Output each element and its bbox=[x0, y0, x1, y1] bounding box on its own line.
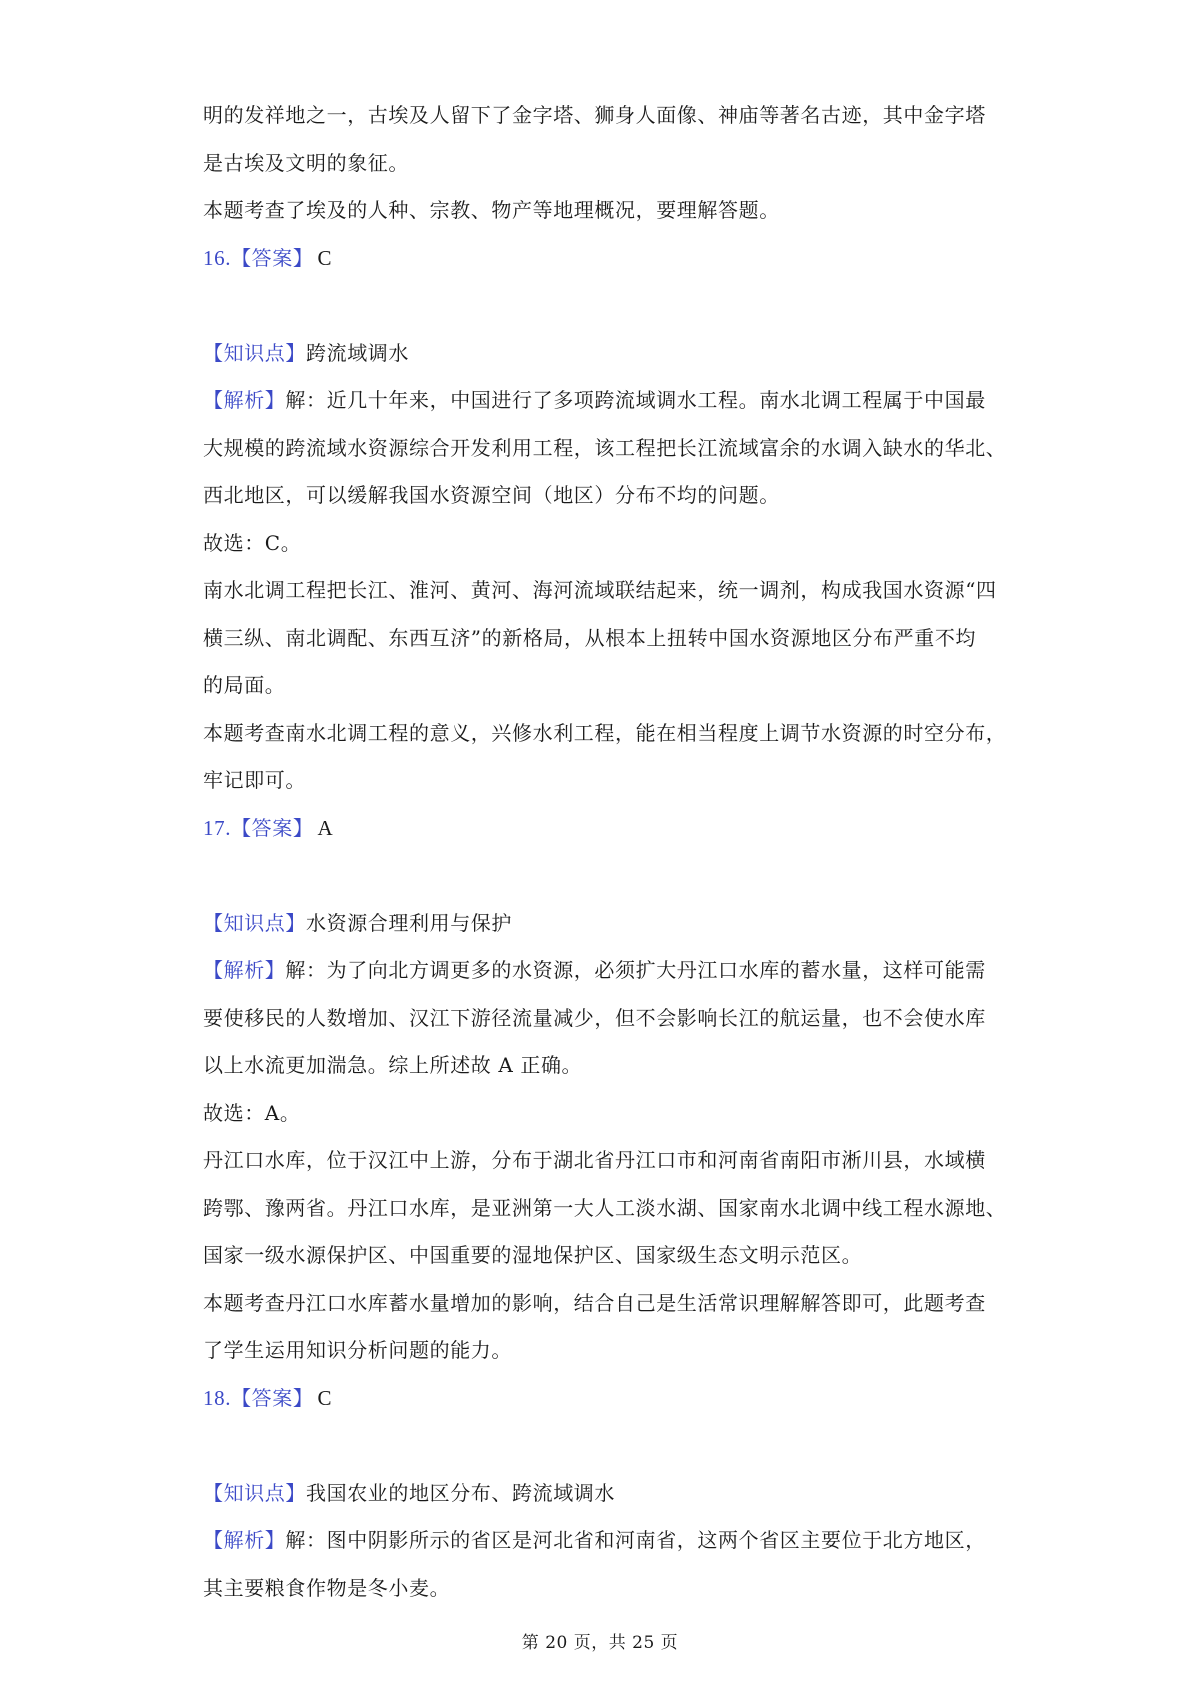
knowledge-point: 水资源合理利用与保护 bbox=[306, 910, 512, 935]
spacer bbox=[203, 282, 1003, 330]
knowledge-line-17 bbox=[203, 900, 1003, 948]
analysis-text: 解：为了向北方调更多的水资源，必须扩大丹江口水库的蓄水量，这样可能需 bbox=[285, 958, 986, 982]
text-line: 大规模的跨流域水资源综合开发利用工程，该工程把长江流域富余的水调入缺水的华北、 bbox=[203, 435, 1007, 460]
spacer bbox=[203, 1422, 1003, 1470]
analysis-tag: 【解析】 bbox=[203, 388, 286, 412]
question-number: 17. bbox=[203, 815, 232, 840]
text-line: 故选：C。 bbox=[203, 530, 302, 555]
page-footer: 第 20 页，共 25 页 bbox=[521, 1633, 679, 1653]
knowledge-tag: 【知识点】 bbox=[203, 910, 306, 935]
text-line: 故选：A。 bbox=[203, 1100, 301, 1125]
answer-line-18 bbox=[203, 1375, 1003, 1423]
text-line: 是古埃及文明的象征。 bbox=[203, 150, 409, 175]
knowledge-point: 跨流域调水 bbox=[306, 340, 409, 365]
analysis-line-16 bbox=[203, 377, 1003, 425]
analysis-tag: 【解析】 bbox=[203, 1528, 286, 1552]
text-line: 本题考查了埃及的人种、宗教、物产等地理概况，要理解答题。 bbox=[203, 198, 780, 222]
text-line: 横三纵、南北调配、东西互济”的新格局，从根本上扭转中国水资源地区分布严重不均 bbox=[203, 625, 977, 650]
knowledge-point: 我国农业的地区分布、跨流域调水 bbox=[306, 1480, 615, 1505]
analysis-line-17 bbox=[203, 947, 1003, 995]
text-line: 牢记即可。 bbox=[203, 768, 306, 792]
text-line: 的局面。 bbox=[203, 673, 286, 697]
answer-value: A bbox=[317, 815, 334, 840]
answer-value: C bbox=[317, 1385, 333, 1410]
analysis-tag: 【解析】 bbox=[203, 958, 286, 982]
spacer bbox=[203, 852, 1003, 900]
text-line: 要使移民的人数增加、汉江下游径流量减少，但不会影响长江的航运量，也不会使水库 bbox=[203, 1005, 986, 1030]
text-line: 跨鄂、豫两省。丹江口水库，是亚洲第一大人工淡水湖、国家南水北调中线工程水源地、 bbox=[203, 1195, 1007, 1220]
knowledge-line-18 bbox=[203, 1470, 1003, 1518]
text-line: 本题考查丹江口水库蓄水量增加的影响，结合自己是生活常识理解解答即可，此题考查 bbox=[203, 1290, 986, 1315]
text-line: 国家一级水源保护区、中国重要的湿地保护区、国家级生态文明示范区。 bbox=[203, 1243, 863, 1267]
analysis-line-18 bbox=[203, 1517, 1003, 1565]
answer-tag: 【答案】 bbox=[231, 1385, 314, 1410]
text-line: 其主要粮食作物是冬小麦。 bbox=[203, 1575, 451, 1600]
knowledge-tag: 【知识点】 bbox=[203, 340, 306, 365]
question-number: 18. bbox=[203, 1385, 232, 1410]
analysis-text: 解：近几十年来，中国进行了多项跨流域调水工程。南水北调工程属于中国最 bbox=[285, 388, 986, 412]
text-line: 南水北调工程把长江、淮河、黄河、海河流域联结起来，统一调剂，构成我国水资源“四 bbox=[203, 578, 997, 602]
knowledge-tag: 【知识点】 bbox=[203, 1480, 306, 1505]
text-line: 明的发祥地之一，古埃及人留下了金字塔、狮身人面像、神庙等著名古迹，其中金字塔 bbox=[203, 103, 986, 127]
text-line: 西北地区，可以缓解我国水资源空间（地区）分布不均的问题。 bbox=[203, 483, 780, 507]
text-line: 丹江口水库，位于汉江中上游，分布于湖北省丹江口市和河南省南阳市淅川县，水域横 bbox=[203, 1148, 986, 1172]
knowledge-line-16 bbox=[203, 330, 1003, 378]
page-content bbox=[203, 92, 1007, 1612]
text-line: 本题考查南水北调工程的意义，兴修水利工程，能在相当程度上调节水资源的时空分布， bbox=[203, 720, 1007, 745]
answer-tag: 【答案】 bbox=[231, 815, 314, 840]
text-line: 了学生运用知识分析问题的能力。 bbox=[203, 1338, 512, 1362]
answer-line-16 bbox=[203, 235, 1003, 283]
text-line: 以上水流更加湍急。综上所述故 A 正确。 bbox=[203, 1053, 583, 1077]
question-number: 16. bbox=[203, 245, 232, 270]
answer-line-17 bbox=[203, 805, 1003, 853]
analysis-text: 解：图中阴影所示的省区是河北省和河南省，这两个省区主要位于北方地区， bbox=[285, 1528, 986, 1552]
answer-value: C bbox=[317, 245, 333, 270]
answer-tag: 【答案】 bbox=[231, 245, 314, 270]
